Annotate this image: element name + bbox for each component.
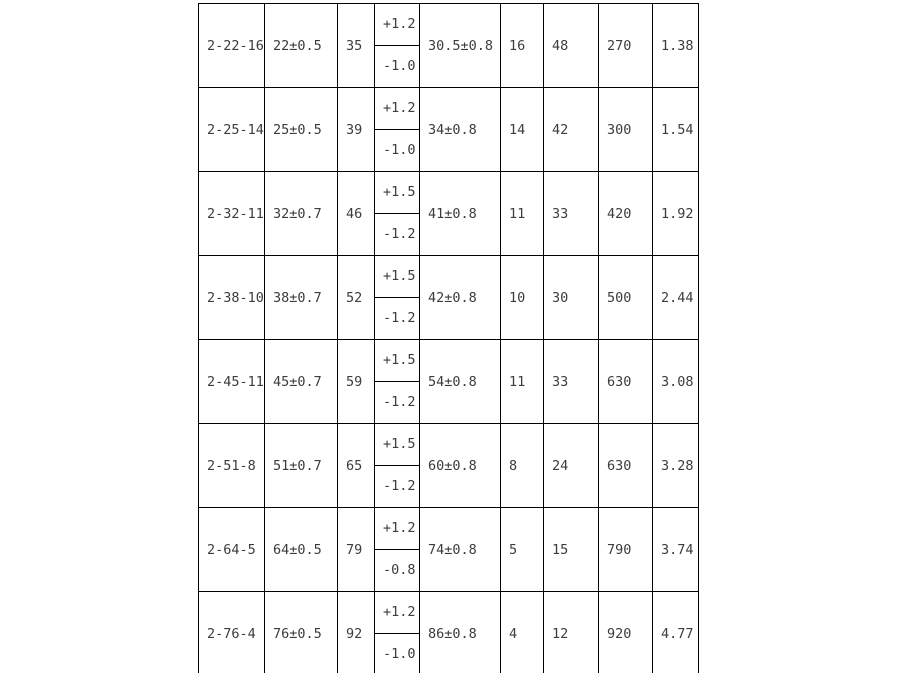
cell-mass: 1.38 bbox=[653, 4, 699, 88]
cell-mass: 3.28 bbox=[653, 424, 699, 508]
cell-value-3: 630 bbox=[599, 340, 653, 424]
cell-dim-b: 92 bbox=[338, 592, 375, 673]
cell-dim-b: 65 bbox=[338, 424, 375, 508]
cell-tolerance bbox=[375, 340, 420, 424]
cell-mass: 1.92 bbox=[653, 172, 699, 256]
cell-mass: 2.44 bbox=[653, 256, 699, 340]
cell-designation: 2-51-8 bbox=[199, 424, 265, 508]
table-row bbox=[199, 4, 699, 88]
cell-designation: 2-32-11 bbox=[199, 172, 265, 256]
cell-dim-d: 86±0.8 bbox=[420, 592, 501, 673]
table-row bbox=[199, 88, 699, 172]
cell-mass: 3.74 bbox=[653, 508, 699, 592]
cell-value-2: 24 bbox=[544, 424, 599, 508]
cell-designation: 2-22-16 bbox=[199, 4, 265, 88]
cell-nominal-size: 51±0.7 bbox=[265, 424, 338, 508]
cell-value-2: 42 bbox=[544, 88, 599, 172]
cell-value-1: 5 bbox=[501, 508, 544, 592]
cell-tolerance bbox=[375, 172, 420, 256]
cell-tolerance bbox=[375, 424, 420, 508]
cell-value-3: 300 bbox=[599, 88, 653, 172]
cell-value-1: 16 bbox=[501, 4, 544, 88]
cell-tolerance bbox=[375, 508, 420, 592]
cell-value-2: 33 bbox=[544, 172, 599, 256]
cell-mass: 1.54 bbox=[653, 88, 699, 172]
tolerance-upper-value: +1.2 bbox=[375, 592, 419, 634]
tolerance-upper-value: +1.5 bbox=[375, 424, 419, 466]
table-row bbox=[199, 256, 699, 340]
tolerance-lower-value: -1.0 bbox=[383, 646, 416, 663]
table-row bbox=[199, 340, 699, 424]
cell-value-1: 8 bbox=[501, 424, 544, 508]
cell-value-2: 15 bbox=[544, 508, 599, 592]
cell-value-2: 48 bbox=[544, 4, 599, 88]
cell-nominal-size: 45±0.7 bbox=[265, 340, 338, 424]
tolerance-lower-value: -1.0 bbox=[383, 142, 416, 159]
cell-designation: 2-45-11 bbox=[199, 340, 265, 424]
cell-dim-b: 79 bbox=[338, 508, 375, 592]
cell-nominal-size: 25±0.5 bbox=[265, 88, 338, 172]
cell-value-3: 630 bbox=[599, 424, 653, 508]
cell-value-2: 12 bbox=[544, 592, 599, 673]
cell-value-3: 920 bbox=[599, 592, 653, 673]
cell-designation: 2-25-14 bbox=[199, 88, 265, 172]
cell-tolerance bbox=[375, 592, 420, 673]
cell-value-3: 500 bbox=[599, 256, 653, 340]
tolerance-upper-value: +1.5 bbox=[375, 340, 419, 382]
cell-dim-d: 34±0.8 bbox=[420, 88, 501, 172]
cell-nominal-size: 32±0.7 bbox=[265, 172, 338, 256]
cell-value-2: 33 bbox=[544, 340, 599, 424]
tolerance-upper-value: +1.5 bbox=[375, 172, 419, 214]
cell-value-1: 11 bbox=[501, 340, 544, 424]
cell-dim-b: 59 bbox=[338, 340, 375, 424]
cell-mass: 3.08 bbox=[653, 340, 699, 424]
cell-value-3: 420 bbox=[599, 172, 653, 256]
cell-designation: 2-64-5 bbox=[199, 508, 265, 592]
cell-dim-d: 30.5±0.8 bbox=[420, 4, 501, 88]
tolerance-upper-value: +1.2 bbox=[375, 88, 419, 130]
tolerance-lower-value: -1.2 bbox=[383, 310, 416, 327]
cell-dim-b: 46 bbox=[338, 172, 375, 256]
cell-nominal-size: 64±0.5 bbox=[265, 508, 338, 592]
cell-value-3: 790 bbox=[599, 508, 653, 592]
tolerance-lower-value: -0.8 bbox=[383, 562, 416, 579]
table-row bbox=[199, 508, 699, 592]
table-row bbox=[199, 172, 699, 256]
cell-dim-b: 35 bbox=[338, 4, 375, 88]
cell-dim-d: 41±0.8 bbox=[420, 172, 501, 256]
tolerance-lower-value: -1.2 bbox=[383, 478, 416, 495]
tolerance-upper-value: +1.2 bbox=[375, 4, 419, 46]
table-row bbox=[199, 424, 699, 508]
cell-dim-b: 52 bbox=[338, 256, 375, 340]
tolerance-lower-value: -1.0 bbox=[383, 58, 416, 75]
cell-tolerance bbox=[375, 256, 420, 340]
cell-value-1: 11 bbox=[501, 172, 544, 256]
cell-value-1: 4 bbox=[501, 592, 544, 673]
cell-designation: 2-38-10 bbox=[199, 256, 265, 340]
table-row bbox=[199, 592, 699, 673]
cell-dim-d: 42±0.8 bbox=[420, 256, 501, 340]
spec-table bbox=[198, 3, 699, 673]
cell-nominal-size: 22±0.5 bbox=[265, 4, 338, 88]
table-body bbox=[199, 4, 699, 673]
cell-nominal-size: 76±0.5 bbox=[265, 592, 338, 673]
cell-nominal-size: 38±0.7 bbox=[265, 256, 338, 340]
cell-value-1: 14 bbox=[501, 88, 544, 172]
cell-designation: 2-76-4 bbox=[199, 592, 265, 673]
cell-value-3: 270 bbox=[599, 4, 653, 88]
tolerance-upper-value: +1.2 bbox=[375, 508, 419, 550]
cell-value-1: 10 bbox=[501, 256, 544, 340]
cell-dim-d: 54±0.8 bbox=[420, 340, 501, 424]
tolerance-lower-value: -1.2 bbox=[383, 226, 416, 243]
cell-tolerance bbox=[375, 4, 420, 88]
cell-dim-d: 74±0.8 bbox=[420, 508, 501, 592]
cell-tolerance bbox=[375, 88, 420, 172]
cell-dim-b: 39 bbox=[338, 88, 375, 172]
tolerance-upper-value: +1.5 bbox=[375, 256, 419, 298]
cell-mass: 4.77 bbox=[653, 592, 699, 673]
cell-value-2: 30 bbox=[544, 256, 599, 340]
cell-dim-d: 60±0.8 bbox=[420, 424, 501, 508]
tolerance-lower-value: -1.2 bbox=[383, 394, 416, 411]
